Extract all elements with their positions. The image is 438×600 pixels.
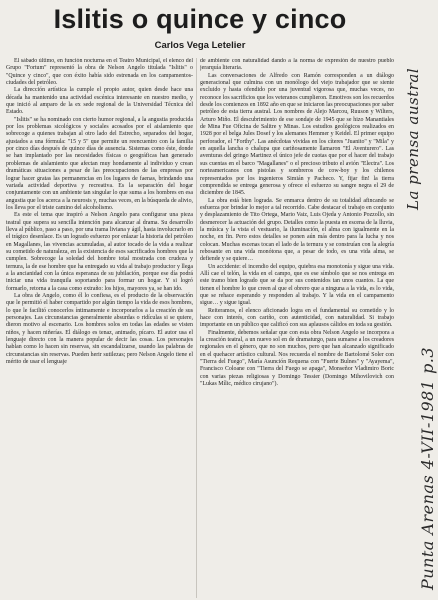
article-title: Islitis o quince y cinco — [53, 4, 347, 34]
paragraph: El sábado último, en función nocturna en el Teatro Municipal, el elenco del Grupo "Fortum" representó la obra de Nelson Angelo titulada "Islitis" o "Quince y cinco", que con éxito había sido estrenada en los campamentos-ciudades del petróleo. — [6, 58, 193, 87]
paragraph: La dirección artística la cumple el propio autor, quien desde hace una década ha mantenido una actividad escénica interesante en nuestro medio, y que inició al amparo de la ex sede regional de la Universidad Técnica del Estado. — [6, 87, 193, 116]
paragraph: Las conversaciones de Alfredo con Ramón corresponden a un diálogo generacional que culmina con un monólogo del viejo trabajador que se siente excluido y hasta ofendido por una juventud vigorosa que, muchas veces, no reconoce los sacrificios que los veteranos cumplieron. Emotivos son los recuerdos desde los comienzos en 1892 año en que se iniciaron las preocupaciones por saber petróleo de esta tierra austral. Los nombres de Alejo Marcou, Ruuson y Wilters, Arturo Miño. El descubrimiento de ese sondaje de 1945 que se hizo Manantiales de Mina Fue Oficina de Salitre y Minas. Los estudios geológicos realizados en 1928 por el belga Jules Dosef y los alemanes Hemmer y Keidel. El primer equipo perforador, el "Forthy". Las anécdotas vividas en los cíteres "Juanito" y "Mila" y en aquella lancha o chalupa que cariñosamente llamaron "El Aventurero". Las aventuras del gringo Martinez el único jefe de cuotas que por el hacer del trabajo sus cuentas en el barco "Magallanes" o el precioso tributo el avión "Electra". Los norteamericanos con pistolas y sombreros de cow-boy y los chilenos representados por los ingenieros Simián y Pacheco. Y, fijar fin! la tierra comprendida se entrega generosa y ofrece el esfuerzo su sangre negra el 29 de diciembre de 1845. — [200, 72, 394, 197]
paragraph: Finalmente, debemos señalar que con esta obra Nelson Angelo se incorpora a la creación teatral, a un nuevo sol en de dramaturgo, para sumarse a los creadores regionales en el género, que no son muchos, pero que han alcanzado significado en el quehacer artístico cultural. Nos recuerda el nombre de Bartolomé Soler con "Tierra del Fuego", María Asunción Requena con "Fuerte Bulnes" y "Ayayema", Francisco Coloane con "Tierra del Fuego se apaga", Monseñor Vladimiro Boric con varias piezas religiosas y Domingo Tessier (Domingo Mihovilovich con "Lukas Mílic, médico cirujano"). — [200, 329, 394, 388]
paragraph: Un accidente: el incendio del equipo, quiebra esa monotonía y sigue una vida. Allí cae el telón, la vida en el campo, que es ese símbolo que se nos entrega en este tramo bien logrado que se da por sus contenidos tan unos cuantos. La que tienen el hombre lo que creen al que el obrero que a ninguna a la vida, es lo vida, que se rehace esperando y responden al trabajo. Y la vida en el campamento sigue… y sigue igual. — [200, 263, 394, 307]
paragraph: Es este el tema que inspiró a Nelson Angelo para configurar una pieza teatral que supera su sencilla intención para alcanzar al drama. Su desarrollo lleva al público, paso a paso, por una trama liviana y ágil, hasta involucrarlo en el trágico desenlace. Es un logrado esfuerzo por enlazar la historia del petróleo en Magallanes, las vivencias acumuladas, al autor tocado de la vida a realizar su cometido de naturaleza, en la existencia de esos sacrificados hombres que la cumplen. Sobrecoge la soledad del hombre total mostrada con crudeza y ternura, la de ese hombre que ha entregado su vida al trabajo productor y llega a la ancianidad con la única esperanza de su jubilación, porque ese día podrá iniciar una vida tranquila soportando para formar un hogar. Y si logró formarlo, retorna a la casa como extraño: los hijos, mayores ya, se han ido. — [6, 212, 193, 292]
paragraph: Reiteramos, el elenco aficionado logra en el fundamental su cometido y lo hace con interés, con cariño, con autenticidad, con naturalidad. Si trabajo importante en un público que calificó con sus aplausos cálidos en toda su gestión. — [200, 307, 394, 329]
handwritten-source-note: La prensa austral — [404, 67, 422, 210]
paragraph: La obra de Angelo, como él lo confiesa, es el producto de la observación que le permitió el haber compartido por algún tiempo la vida de esos hombres, lo que le facilitó conocerlos íntimamente e incorporarlos a la creación de sus personajes. Las circunstancias generalmente absurdas o ridículas si se quiere, dieron motivo al escenario. Los hombres solos en todas las edades se visten niños, y hacen niñerías. El diálogo es tenaz, animado, pícaro. El autor usa el lenguaje directo con la manera popular de decir las cosas. Los personajes hablan como lo hacen sin reservas, sin escandalizarse, usando las palabras de circunstancias sin reservas. Pueden herir sutilezas; pero Nelson Angelo tiene el mérito de usar el lenguaje — [6, 293, 193, 366]
article-column-right — [200, 58, 394, 598]
article-column-left — [6, 58, 193, 598]
column-divider — [196, 58, 197, 598]
paragraph: La obra está bien lograda. Se enmarca dentro de su totalidad afincando se esfuerza por brindar lo mejor a tal recorrido. Cabe destacar el trabajo en conjunto y desplazamiento de Tito Ortega, Mario Vaiz, Luis Ojeda y Antonio Pozzollo, sin desmerecer la actuación del grupo. Detalles como la puesta en escena de la lluvia, la música y la vista el vestuario, la iluminación, el alma con igualmente en la noche, en fin. Pero estos detalles se ponen aún más dentro para la lucha y nos colocan. Muchas escenas tocan el lado de la ternura y se construían con la alegría rebosante en una vida monótona que, a pesar de todo, es una vida alma, se defiende y se quiere… — [200, 197, 394, 263]
paragraph: de ambiente con naturalidad dando a la norma de expresión de nuestro pueblo jerarquía literaria. — [200, 58, 394, 72]
handwritten-date-note: Punta Arenas 4-VII-1981 p.3 — [418, 346, 437, 590]
article-byline: Carlos Vega Letelier — [154, 40, 246, 51]
paragraph: "Islitis" se ha nominado con cierto humor regional, a la angustia producida por los problemas sicológicos y sociales acosados por el aislamiento que sobrecoge a quienes trabajan al otro lado del Estrecho, separados del hogar, ajustados a una fórmula: "15 y 5" que permite un reencuentro con la familia por cinco días después de quince días de ausencia. Sistemas como éste, donde se han implantado por las necesidades físicas o geográficas han generado problemas de aislamiento que afectan muy hondamente al individuo y crean dramáticas situaciones a pesar de las preocupaciones de las empresas por lograr hacer gratas las permanencias en los lugares de faenas, brindando una variada actividad deportiva y recreativa. Es la separación del hogar conjuntamente con un ambiente tan singular lo que suma a los hombres en esa angustia que los acerca a la neurosis y, muchas veces, en la búsqueda de alivio, los lleva por el triste camino del alcoholismo. — [6, 116, 193, 211]
